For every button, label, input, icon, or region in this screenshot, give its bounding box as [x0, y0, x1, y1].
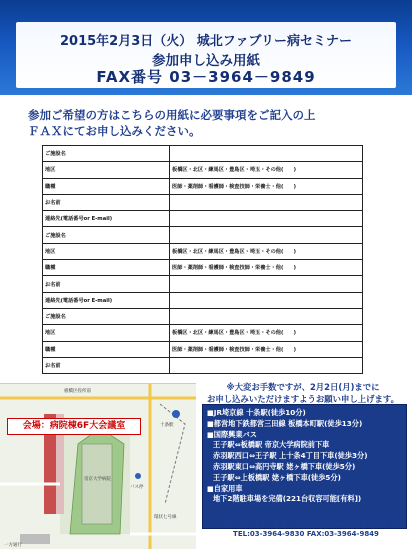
form-field-label: お名前: [43, 276, 170, 292]
form-field-label: 地区: [43, 325, 170, 341]
access-line: 王子駅⇔板橋駅 帝京大学病院前下車: [213, 440, 330, 450]
form-row: [43, 178, 363, 194]
seminar-title: 2015年2月3日（火） 城北ファブリー病セミナー: [59, 34, 353, 49]
form-row: [43, 276, 363, 292]
access-line: 赤羽駅東口⇔高円寺駅 姥ヶ橋下車(徒歩5分): [213, 461, 356, 471]
deadline-notice: [198, 381, 408, 405]
form-field-value[interactable]: 板橋区・北区・練馬区・豊島区・埼玉・その他( ): [170, 162, 363, 178]
instructions: [28, 107, 398, 139]
instructions-line1: 参加ご希望の方はこちらの用紙に必要事項をご記入の上: [28, 108, 316, 122]
form-field-label: ご施設名: [43, 308, 170, 324]
access-line: 赤羽駅西口⇔王子駅 上十条4丁目下車(徒歩3分): [213, 451, 368, 461]
form-field-value[interactable]: 板橋区・北区・練馬区・豊島区・埼玉・その他( ): [170, 243, 363, 259]
form-row: [43, 308, 363, 324]
form-field-label: 連絡先(電話番号or E-mail): [43, 292, 170, 308]
form-title: 参加申し込み用紙: [152, 53, 260, 69]
form-field-label: 職種: [43, 260, 170, 276]
form-field-label: 職種: [43, 341, 170, 357]
form-field-value[interactable]: [170, 146, 363, 162]
form-row: [43, 146, 363, 162]
application-form-table: [42, 145, 363, 374]
form-field-value[interactable]: [170, 227, 363, 243]
map-drawing: [0, 384, 196, 549]
form-field-label: お名前: [43, 357, 170, 373]
form-field-value[interactable]: [170, 292, 363, 308]
form-field-label: 地区: [43, 162, 170, 178]
form-row: [43, 357, 363, 373]
form-field-label: ご施設名: [43, 146, 170, 162]
access-map: [0, 383, 196, 549]
map-label-ward-office: 板橋区役所前: [64, 389, 91, 394]
form-field-value[interactable]: 医師・薬剤師・看護師・検査技師・栄養士・他( ): [170, 341, 363, 357]
access-line: ■都営地下鉄都営三田線 板橋本町駅(徒歩13分): [207, 418, 363, 428]
form-row: [43, 292, 363, 308]
map-label-ring7: 環状七号線: [154, 515, 177, 520]
access-line: 王子駅⇔上板橋駅 姥ヶ橋下車(徒歩5分): [213, 472, 341, 482]
form-row: [43, 325, 363, 341]
form-row: [43, 341, 363, 357]
form-row: [43, 194, 363, 210]
form-field-value[interactable]: 医師・薬剤師・看護師・検査技師・栄養士・他( ): [170, 260, 363, 276]
contact-line2: TEL:03-3964-9830 FAX:03-3964-9849: [233, 530, 379, 538]
deadline-notice-line2: お申し込みいただけますようお願い申し上げます。: [207, 394, 399, 404]
form-field-value[interactable]: [170, 276, 363, 292]
form-row: [43, 162, 363, 178]
venue-label: 会場：病院棟6F大会議室: [7, 418, 141, 435]
access-line: ■JR埼京線 十条駅(徒歩10分): [207, 408, 306, 417]
form-field-label: 地区: [43, 243, 170, 259]
form-row: [43, 211, 363, 227]
map-label-hospital: 帝京大学病院: [84, 477, 111, 482]
form-field-label: 職種: [43, 178, 170, 194]
deadline-notice-line1: ※大変お手数ですが、2月2日(月)までに: [226, 382, 380, 392]
form-field-value[interactable]: 医師・薬剤師・看護師・検査技師・栄養士・他( ): [170, 178, 363, 194]
map-label-oneway: 一方通行: [4, 543, 22, 548]
form-field-label: 連絡先(電話番号or E-mail): [43, 211, 170, 227]
form-field-value[interactable]: [170, 357, 363, 373]
contact-line1: 問い合わせ先：帝京大学医学部附属病院 医療連携室: [224, 520, 388, 528]
form-row: [43, 260, 363, 276]
access-line: ■自家用車: [207, 483, 243, 493]
access-line: ■国際興業バス: [207, 429, 257, 439]
contact-info: [200, 519, 412, 539]
access-line: 地下2階駐車場を完備(221台収容可能[有料]): [213, 494, 362, 504]
instructions-line2: ＦＡＸにてお申し込みください。: [28, 124, 201, 138]
form-row: [43, 243, 363, 259]
map-label-jujo: 十条駅: [160, 423, 174, 428]
form-field-value[interactable]: 板橋区・北区・練馬区・豊島区・埼玉・その他( ): [170, 325, 363, 341]
form-field-label: お名前: [43, 194, 170, 210]
form-row: [43, 227, 363, 243]
form-field-value[interactable]: [170, 308, 363, 324]
form-field-value[interactable]: [170, 211, 363, 227]
map-label-bus-stop: バス停: [130, 485, 144, 490]
form-field-label: ご施設名: [43, 227, 170, 243]
form-field-value[interactable]: [170, 194, 363, 210]
access-directions: [202, 404, 407, 529]
fax-number: FAX番号 03－3964－9849: [96, 68, 316, 86]
